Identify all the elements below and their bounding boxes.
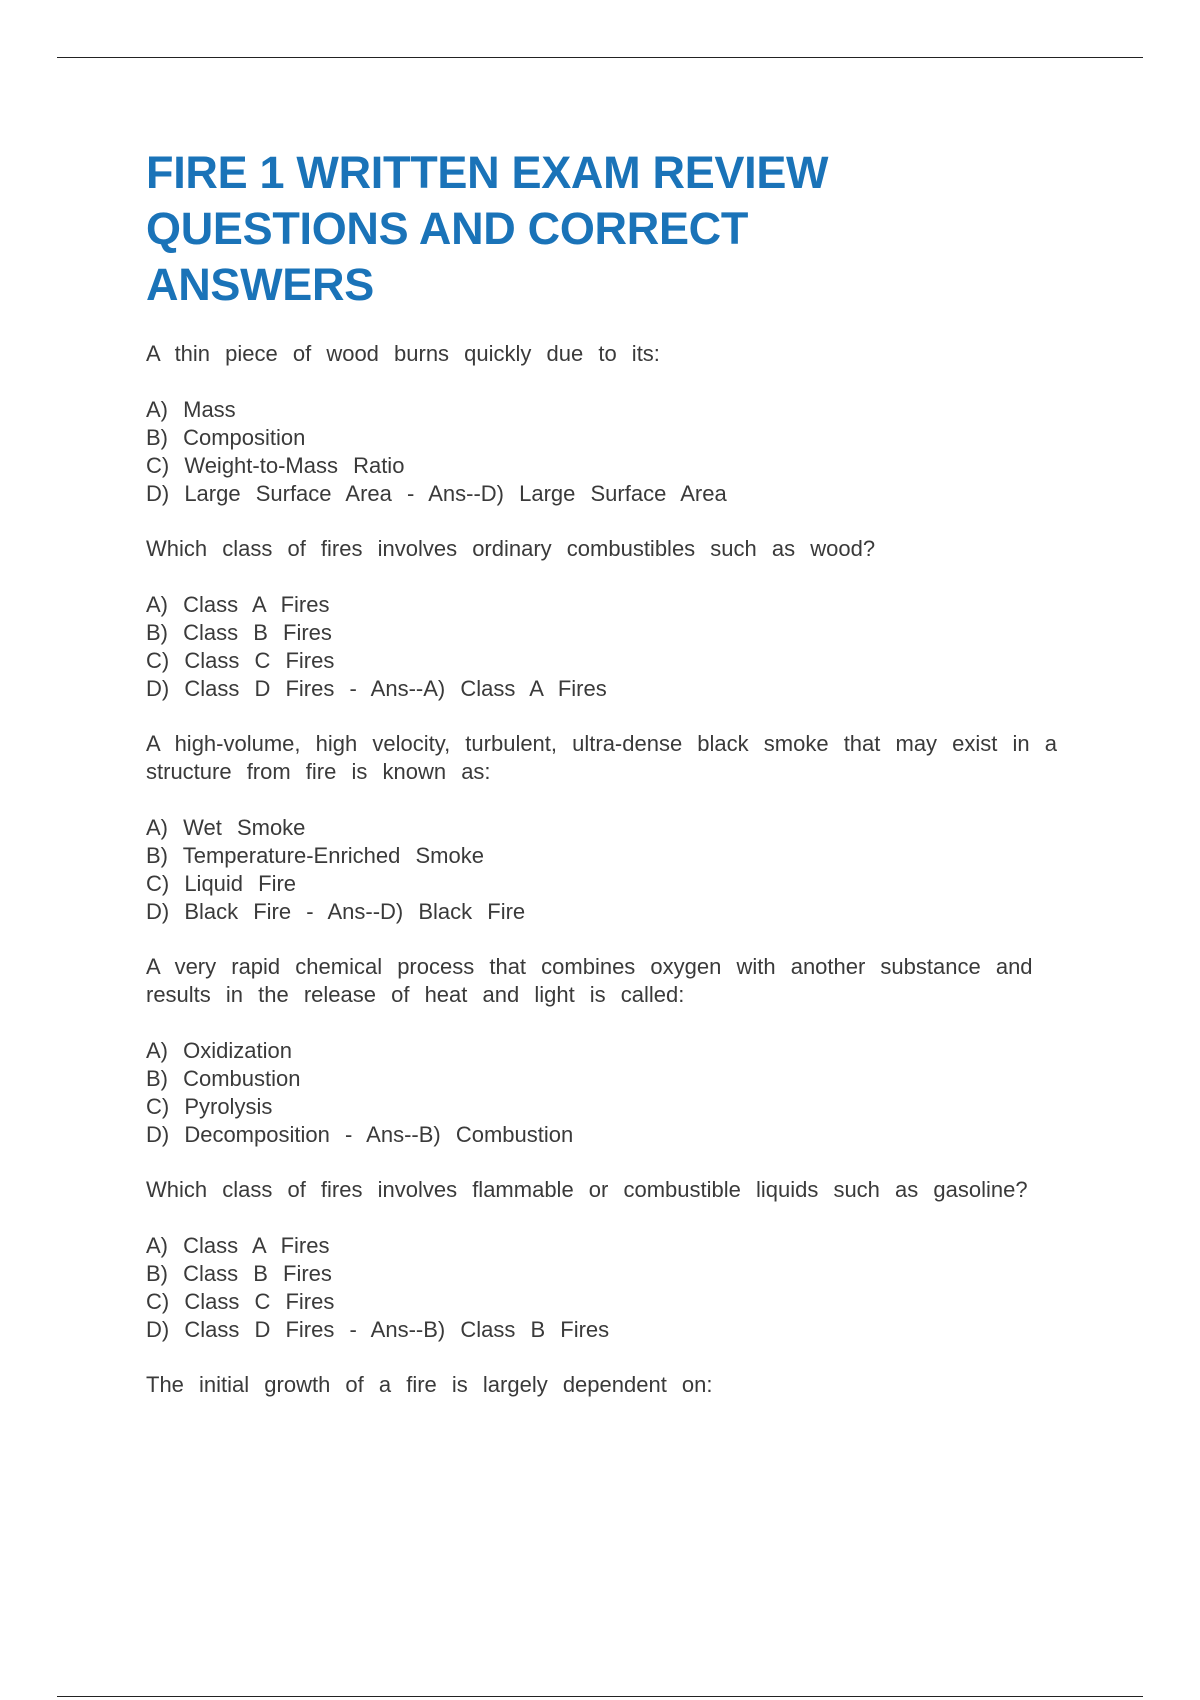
question-text: A very rapid chemical process that combines oxygen with another substance and results in the release of heat and light is called:: [146, 954, 1033, 1007]
answer-option: C) Weight-to-Mass Ratio: [146, 453, 405, 478]
answer-option: B) Temperature-Enriched Smoke: [146, 843, 484, 868]
answer-options: [146, 1037, 1090, 1149]
answer-option: B) Class B Fires: [146, 1261, 332, 1286]
answer-option: B) Composition: [146, 425, 306, 450]
answer-option: C) Class C Fires: [146, 648, 335, 673]
answer-option: B) Combustion: [146, 1066, 301, 1091]
answer-option: A) Oxidization: [146, 1038, 292, 1063]
question-text: A thin piece of wood burns quickly due to its:: [146, 341, 660, 366]
answer-option-with-key: D) Black Fire - Ans--D) Black Fire: [146, 899, 526, 924]
document-title: FIRE 1 WRITTEN EXAM REVIEW QUESTIONS AND CORRECT ANSWERS: [146, 147, 829, 310]
answer-options: [146, 1232, 1090, 1344]
answer-option: B) Class B Fires: [146, 620, 332, 645]
question-block-3: [146, 730, 1090, 926]
question-text: A high-volume, high velocity, turbulent, ultra-dense black smoke that may exist in a structure from fire is known as:: [146, 731, 1057, 784]
question-text: Which class of fires involves flammable or combustible liquids such as gasoline?: [146, 1177, 1028, 1202]
answer-option-with-key: D) Large Surface Area - Ans--D) Large Surface Area: [146, 481, 727, 506]
answer-option: C) Liquid Fire: [146, 871, 297, 896]
answer-options: [146, 591, 1090, 703]
question-block-4: [146, 953, 1090, 1149]
answer-option: A) Mass: [146, 397, 236, 422]
answer-option: A) Class A Fires: [146, 1233, 330, 1258]
answer-option: C) Class C Fires: [146, 1289, 335, 1314]
document-body: [146, 145, 1090, 1427]
answer-options: [146, 814, 1090, 926]
question-block-6: [146, 1371, 1090, 1399]
answer-option-with-key: D) Class D Fires - Ans--B) Class B Fires: [146, 1317, 610, 1342]
question-block-5: [146, 1176, 1090, 1344]
answer-option-with-key: D) Decomposition - Ans--B) Combustion: [146, 1122, 574, 1147]
bottom-rule: [57, 1696, 1143, 1697]
answer-option-with-key: D) Class D Fires - Ans--A) Class A Fires: [146, 676, 607, 701]
question-block-1: [146, 340, 1090, 508]
question-text: Which class of fires involves ordinary combustibles such as wood?: [146, 536, 876, 561]
answer-option: A) Wet Smoke: [146, 815, 306, 840]
top-rule: [57, 57, 1143, 58]
answer-option: C) Pyrolysis: [146, 1094, 273, 1119]
answer-option: A) Class A Fires: [146, 592, 330, 617]
question-block-2: [146, 535, 1090, 703]
question-text: The initial growth of a fire is largely dependent on:: [146, 1372, 713, 1397]
answer-options: [146, 396, 1090, 508]
